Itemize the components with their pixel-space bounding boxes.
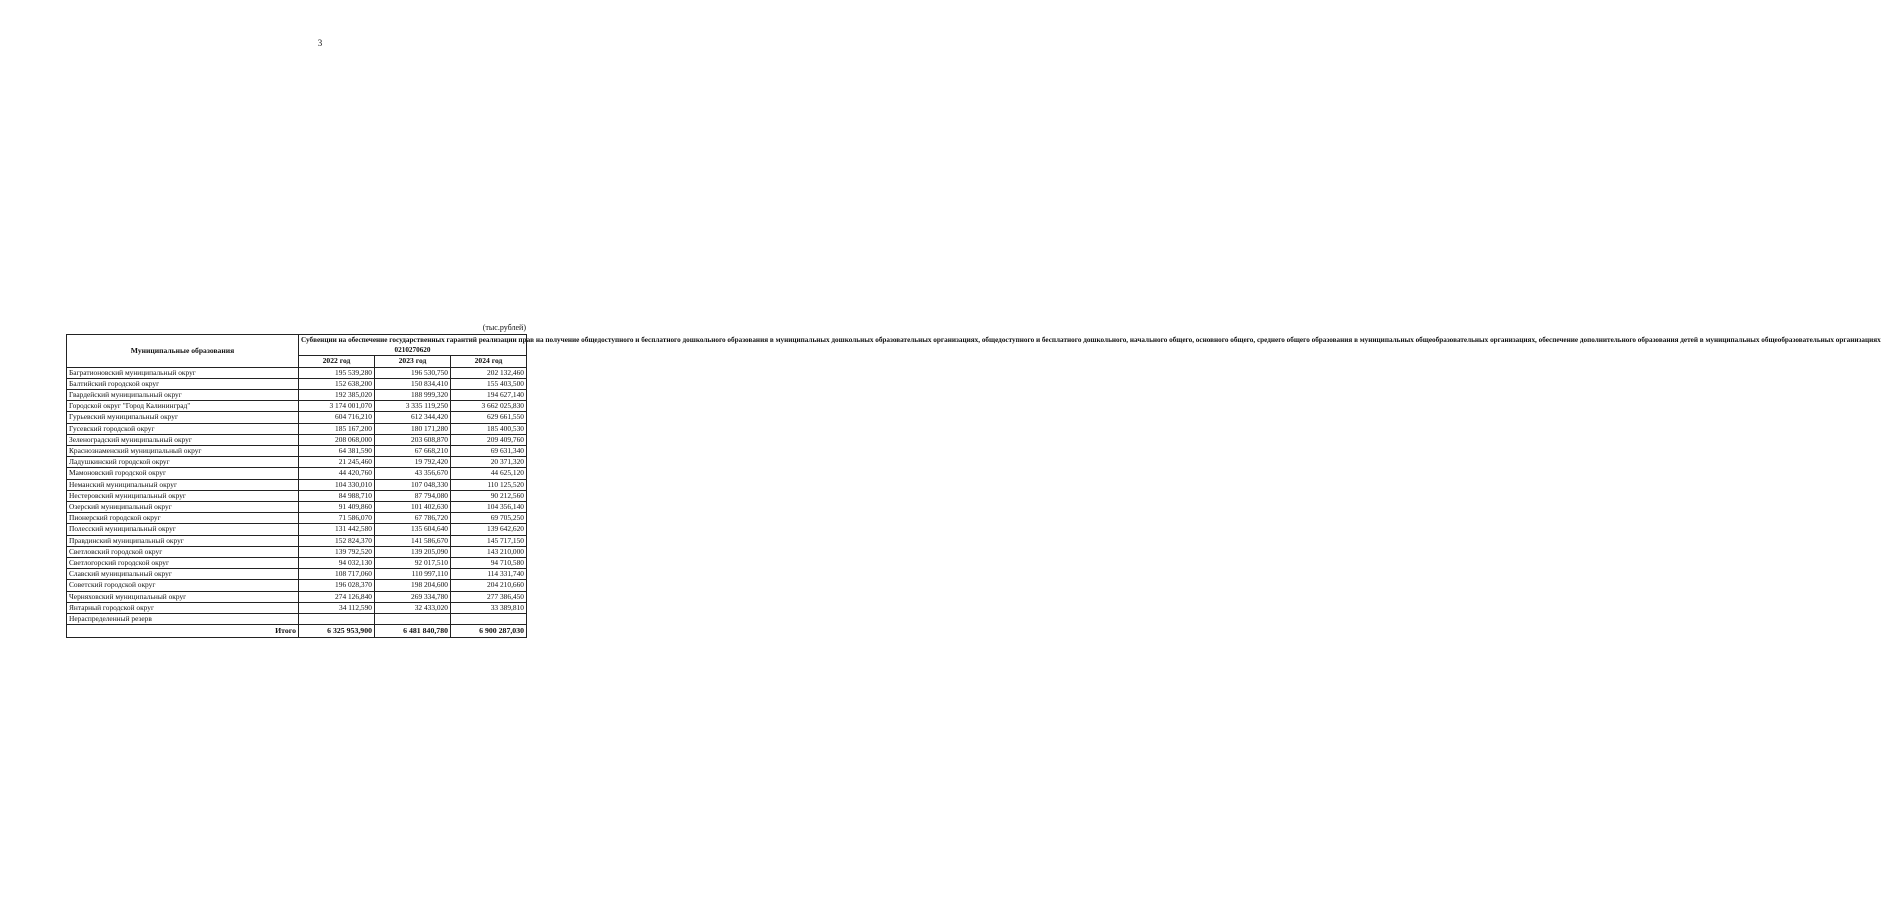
municipality-name-cell: Мамоновский городской округ xyxy=(67,468,299,479)
value-2022-cell: 84 988,710 xyxy=(299,490,375,501)
value-2024-cell: 104 356,140 xyxy=(451,502,527,513)
value-2024-cell: 110 125,520 xyxy=(451,479,527,490)
value-2024-cell: 69 631,340 xyxy=(451,446,527,457)
value-2024-cell: 3 662 025,830 xyxy=(451,401,527,412)
table-row xyxy=(67,591,527,602)
value-2022-cell: 604 716,210 xyxy=(299,412,375,423)
header-row xyxy=(67,335,527,356)
municipality-name-cell: Краснознаменский муниципальный округ xyxy=(67,446,299,457)
table-row xyxy=(67,524,527,535)
value-2022-cell: 108 717,060 xyxy=(299,569,375,580)
value-2022-cell: 91 409,860 xyxy=(299,502,375,513)
value-2022-cell: 34 112,590 xyxy=(299,602,375,613)
value-2023-cell: 139 205,090 xyxy=(375,546,451,557)
municipality-name-cell: Нераспределенный резерв xyxy=(67,614,299,625)
value-2024-cell: 143 210,000 xyxy=(451,546,527,557)
year-header-2022: 2022 год xyxy=(299,356,375,367)
value-2024-cell: 139 642,620 xyxy=(451,524,527,535)
value-2024-cell: 194 627,140 xyxy=(451,390,527,401)
municipality-name-cell: Ладушкинский городской округ xyxy=(67,457,299,468)
value-2022-cell: 44 420,760 xyxy=(299,468,375,479)
total-2023-cell: 6 481 840,780 xyxy=(375,625,451,638)
value-2022-cell: 3 174 001,070 xyxy=(299,401,375,412)
value-2023-cell: 32 433,020 xyxy=(375,602,451,613)
value-2024-cell: 204 210,660 xyxy=(451,580,527,591)
municipality-name-cell: Светловский городской округ xyxy=(67,546,299,557)
value-2023-cell: 203 608,870 xyxy=(375,434,451,445)
value-2024-cell xyxy=(451,614,527,625)
value-2024-cell: 209 409,760 xyxy=(451,434,527,445)
table-row xyxy=(67,569,527,580)
value-2023-cell: 150 834,410 xyxy=(375,378,451,389)
header-subvention-text: Субвенции на обеспечение государственных гарантий реализации прав на получение общедоступного и бесплатного дошкольного образования в муниципальных дошкольных образовательных организациях, общедоступного и бесплатного дошкольного, начального общего, основного общего, среднего общего образования в муниципальных общеобразовательных организациях, обеспечение дополнительного образования детей в муниципальных общеобразовательных организациях xyxy=(301,336,1881,344)
value-2023-cell: 196 530,750 xyxy=(375,367,451,378)
units-label: (тыс.рублей) xyxy=(482,323,526,332)
value-2022-cell: 94 032,130 xyxy=(299,558,375,569)
value-2023-cell: 67 786,720 xyxy=(375,513,451,524)
table-row xyxy=(67,490,527,501)
value-2024-cell: 114 331,740 xyxy=(451,569,527,580)
value-2022-cell xyxy=(299,614,375,625)
page-number: 3 xyxy=(317,38,323,48)
value-2023-cell: 269 334,780 xyxy=(375,591,451,602)
value-2022-cell: 185 167,200 xyxy=(299,423,375,434)
value-2024-cell: 44 625,120 xyxy=(451,468,527,479)
municipality-name-cell: Гурьевский муниципальный округ xyxy=(67,412,299,423)
total-2024-cell: 6 900 287,030 xyxy=(451,625,527,638)
year-header-2024: 2024 год xyxy=(451,356,527,367)
municipality-name-cell: Балтийский городской округ xyxy=(67,378,299,389)
value-2023-cell: 107 048,330 xyxy=(375,479,451,490)
value-2023-cell: 19 792,420 xyxy=(375,457,451,468)
municipality-name-cell: Правдинский муниципальный округ xyxy=(67,535,299,546)
table-row xyxy=(67,367,527,378)
value-2024-cell: 145 717,150 xyxy=(451,535,527,546)
table-row xyxy=(67,434,527,445)
value-2024-cell: 185 400,530 xyxy=(451,423,527,434)
value-2022-cell: 71 586,070 xyxy=(299,513,375,524)
municipality-name-cell: Светлогорский городской округ xyxy=(67,558,299,569)
value-2023-cell: 101 402,630 xyxy=(375,502,451,513)
value-2023-cell: 135 604,640 xyxy=(375,524,451,535)
value-2024-cell: 94 710,580 xyxy=(451,558,527,569)
municipality-name-cell: Гусевский городской округ xyxy=(67,423,299,434)
value-2022-cell: 195 539,280 xyxy=(299,367,375,378)
municipality-name-cell: Пионерский городской округ xyxy=(67,513,299,524)
municipality-name-cell: Неманский муниципальный округ xyxy=(67,479,299,490)
value-2023-cell: 110 997,110 xyxy=(375,569,451,580)
value-2022-cell: 192 385,020 xyxy=(299,390,375,401)
value-2022-cell: 274 126,840 xyxy=(299,591,375,602)
municipality-name-cell: Нестеровский муниципальный округ xyxy=(67,490,299,501)
table-row xyxy=(67,502,527,513)
table-row xyxy=(67,401,527,412)
table-row xyxy=(67,468,527,479)
municipality-name-cell: Гвардейский муниципальный округ xyxy=(67,390,299,401)
table-row xyxy=(67,378,527,389)
value-2023-cell: 188 999,320 xyxy=(375,390,451,401)
value-2022-cell: 139 792,520 xyxy=(299,546,375,557)
table-row xyxy=(67,513,527,524)
value-2022-cell: 104 330,010 xyxy=(299,479,375,490)
value-2024-cell: 20 371,320 xyxy=(451,457,527,468)
total-row xyxy=(67,625,527,638)
table-row xyxy=(67,457,527,468)
value-2023-cell: 43 356,670 xyxy=(375,468,451,479)
header-subvention-code: 0210270620 xyxy=(394,346,431,355)
header-municipalities: Муниципальные образования xyxy=(67,335,299,368)
value-2023-cell: 92 017,510 xyxy=(375,558,451,569)
header-subvention xyxy=(299,335,1881,356)
table-row xyxy=(67,602,527,613)
municipality-name-cell: Багратионовский муниципальный округ xyxy=(67,367,299,378)
municipality-name-cell: Черняховский муниципальный округ xyxy=(67,591,299,602)
value-2024-cell: 69 705,250 xyxy=(451,513,527,524)
value-2023-cell: 141 586,670 xyxy=(375,535,451,546)
municipality-name-cell: Советский городской округ xyxy=(67,580,299,591)
table-row xyxy=(67,558,527,569)
table-row xyxy=(67,390,527,401)
table-row xyxy=(67,412,527,423)
value-2023-cell xyxy=(375,614,451,625)
municipality-name-cell: Славский муниципальный округ xyxy=(67,569,299,580)
municipality-name-cell: Полесский муниципальный округ xyxy=(67,524,299,535)
table-row xyxy=(67,580,527,591)
value-2024-cell: 277 386,450 xyxy=(451,591,527,602)
value-2022-cell: 64 381,590 xyxy=(299,446,375,457)
value-2024-cell: 202 132,460 xyxy=(451,367,527,378)
municipality-name-cell: Озерский муниципальный округ xyxy=(67,502,299,513)
municipality-name-cell: Янтарный городской округ xyxy=(67,602,299,613)
value-2023-cell: 67 668,210 xyxy=(375,446,451,457)
year-header-2023: 2023 год xyxy=(375,356,451,367)
value-2023-cell: 198 204,600 xyxy=(375,580,451,591)
value-2024-cell: 629 661,550 xyxy=(451,412,527,423)
value-2024-cell: 90 212,560 xyxy=(451,490,527,501)
municipality-name-cell: Зеленоградский муниципальный округ xyxy=(67,434,299,445)
table-row xyxy=(67,535,527,546)
value-2023-cell: 3 335 119,250 xyxy=(375,401,451,412)
value-2024-cell: 33 389,810 xyxy=(451,602,527,613)
table-row xyxy=(67,546,527,557)
value-2024-cell: 155 403,500 xyxy=(451,378,527,389)
municipality-name-cell: Городской округ "Город Калининград" xyxy=(67,401,299,412)
value-2022-cell: 208 068,000 xyxy=(299,434,375,445)
value-2023-cell: 612 344,420 xyxy=(375,412,451,423)
table-row xyxy=(67,614,527,625)
value-2023-cell: 87 794,080 xyxy=(375,490,451,501)
total-2022-cell: 6 325 953,900 xyxy=(299,625,375,638)
total-label: Итого xyxy=(67,625,299,638)
value-2022-cell: 131 442,580 xyxy=(299,524,375,535)
value-2022-cell: 152 638,200 xyxy=(299,378,375,389)
value-2022-cell: 196 028,370 xyxy=(299,580,375,591)
value-2022-cell: 152 824,370 xyxy=(299,535,375,546)
table-row xyxy=(67,479,527,490)
table-row xyxy=(67,423,527,434)
subvention-table xyxy=(66,334,1881,638)
table-row xyxy=(67,446,527,457)
value-2022-cell: 21 245,460 xyxy=(299,457,375,468)
value-2023-cell: 180 171,280 xyxy=(375,423,451,434)
